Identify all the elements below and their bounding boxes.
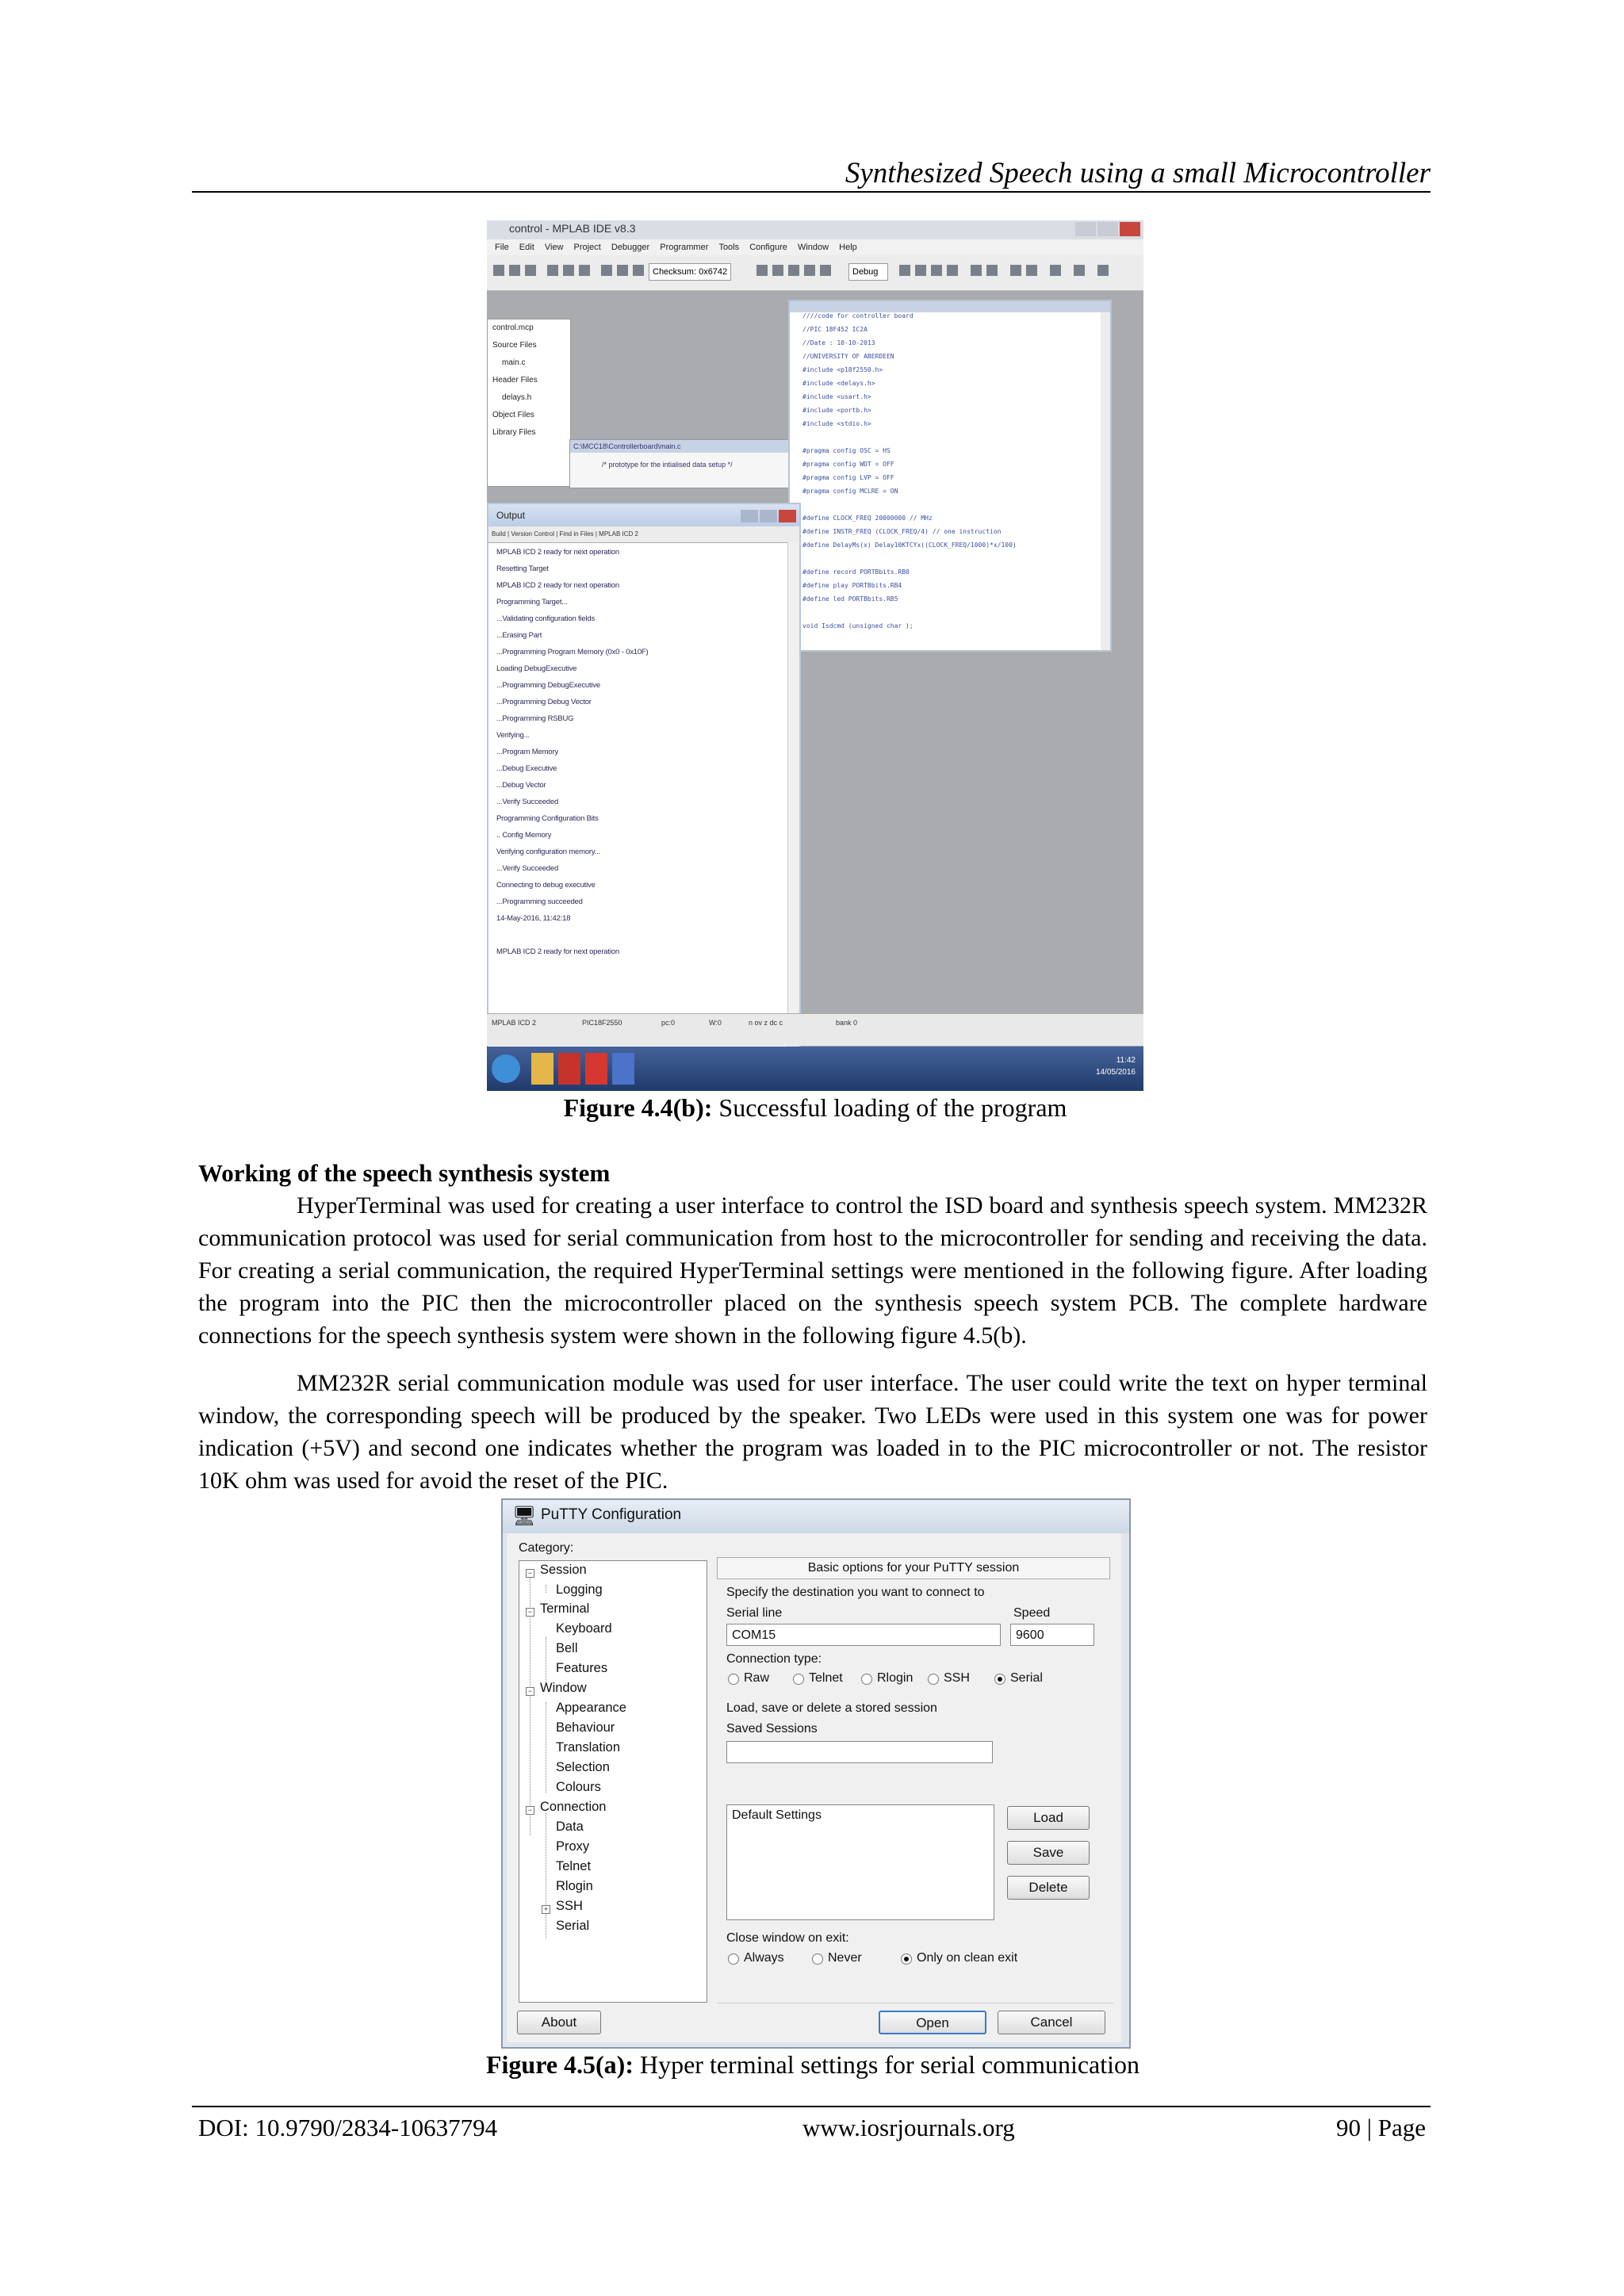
session-banner: Basic options for your PuTTY session [717,1557,1110,1579]
text-line [790,555,1110,568]
source-window [569,439,809,488]
text-line: ...Erasing Part [496,631,542,640]
build-config-select[interactable]: Debug [848,263,888,281]
close-icon[interactable] [1120,222,1140,236]
text-line: ...Programming RSBUG [496,714,574,723]
tree-bell[interactable]: Bell [556,1641,578,1655]
step-over-icon[interactable] [804,265,815,276]
category-tree [519,1560,707,2003]
code-editor-window [788,300,1112,652]
status-pc: pc:0 [661,1019,676,1027]
text-line: #define CLOCK_FREQ 20000000 // MHz [802,515,933,522]
text-line: ...Debug Executive [496,764,557,773]
tree-ssh[interactable]: SSH [556,1899,583,1913]
menu-tools[interactable]: Tools [718,243,740,252]
run-icon[interactable] [756,265,768,276]
cancel-button[interactable]: Cancel [998,2011,1105,2034]
text-line: #pragma config LVP = OFF [802,474,894,481]
maximize-icon[interactable] [760,510,777,522]
radio-rlogin-label: Rlogin [877,1671,914,1685]
tree-item[interactable]: Library Files [492,428,536,437]
collapse-icon[interactable]: − [526,1687,534,1696]
open-button[interactable]: Open [879,2011,986,2034]
maximize-icon[interactable] [1097,222,1118,236]
paste-icon[interactable] [579,265,590,276]
expand-icon[interactable]: + [542,1905,550,1914]
putty-window-title: PuTTY Configuration [541,1506,682,1523]
radio-rlogin[interactable] [861,1674,872,1685]
output-scrollbar[interactable] [787,542,799,1054]
tree-item[interactable]: Object Files [492,411,534,419]
windows-taskbar [487,1047,1143,1091]
find-icon[interactable] [601,265,612,276]
destination-label: Specify the destination you want to connect to [726,1586,985,1599]
make-icon[interactable] [633,265,644,276]
pdf-reader-icon[interactable] [585,1053,607,1085]
about-icon[interactable] [1074,265,1085,276]
menu-debugger[interactable]: Debugger [611,243,650,252]
footer-page-number: 90 | Page [1336,2114,1426,2141]
text-line: #include <stdio.h> [802,420,871,427]
load-button[interactable]: Load [1007,1806,1090,1830]
clock-time: 11:42 [1116,1056,1136,1065]
text-line: ...Verify Succeeded [496,798,559,806]
figure2-caption [349,2049,1277,2080]
category-label: Category: [519,1541,574,1555]
text-line: void Isdcmd (unsigned char ); [802,622,914,629]
help-icon[interactable] [1050,265,1061,276]
text-line: MPLAB ICD 2 ready for next operation [496,947,619,956]
text-line: ...Program Memory [496,748,558,756]
source-window-title: C:\MCC18\Controllerboard\main.c [570,440,808,453]
text-line: #include <p18f2550.h> [802,366,883,373]
putty-app-icon: 🖥 [512,1506,537,1527]
status-bank: bank 0 [836,1019,858,1027]
text-line: #define led PORTBbits.RB5 [802,595,898,603]
text-line: .. Config Memory [496,831,552,840]
text-line: #include <portb.h> [802,407,871,414]
tree-connection[interactable]: Connection [540,1800,607,1814]
text-line: Verifying... [496,731,530,740]
open-file-icon[interactable] [509,265,520,276]
text-line: ...Programming Debug Vector [496,698,592,706]
settings-icon[interactable] [986,265,998,276]
menu-programmer[interactable]: Programmer [660,243,709,252]
figure1-caption-label: Figure 4.4(b): [563,1093,713,1122]
running-head: Synthesized Speech using a small Microcontroller [845,157,1431,189]
tree-terminal[interactable]: Terminal [540,1601,590,1616]
tree-translation[interactable]: Translation [556,1740,621,1755]
connect-icon[interactable] [971,265,982,276]
radio-raw-label: Raw [744,1671,770,1685]
copy-icon[interactable] [563,265,574,276]
menu-edit[interactable]: Edit [519,243,534,252]
text-line: #include <delays.h> [802,380,875,387]
tree-item[interactable]: main.c [502,358,526,367]
tree-item[interactable]: delays.h [502,393,532,402]
radio-ssh-label: SSH [944,1671,970,1685]
text-line: ...Programming Program Memory (0x0 - 0x10F) [496,648,649,656]
mplab-window-title: control - MPLAB IDE v8.3 [509,222,636,235]
serial-line-input[interactable]: COM15 [726,1624,1001,1646]
text-line: ...Programming succeeded [496,897,583,906]
footer-rule [192,2106,1431,2107]
mplab-menu-bar [487,239,1143,255]
code-scrollbar[interactable] [1101,312,1110,650]
tree-item[interactable]: Header Files [492,376,538,385]
serial-line-label: Serial line [726,1606,783,1620]
text-line: Verifying configuration memory... [496,848,601,856]
menu-configure[interactable]: Configure [749,243,787,252]
radio-ssh[interactable] [928,1674,939,1685]
program-icon[interactable] [899,265,910,276]
close-window-label: Close window on exit: [726,1931,849,1945]
radio-clean-exit[interactable] [901,1954,912,1965]
figure1-caption-text: Successful loading of the program [718,1093,1067,1122]
text-line [790,501,1110,515]
mode-icon[interactable] [1097,265,1109,276]
text-line: ...Verify Succeeded [496,864,559,873]
text-line: Connecting to debug executive [496,881,596,890]
explorer-icon[interactable] [531,1053,553,1085]
save-button[interactable]: Save [1007,1841,1090,1865]
clock-date: 14/05/2016 [1095,1068,1136,1077]
status-flags: n ov z dc c [749,1019,783,1027]
step-icon[interactable] [788,265,799,276]
header-rule [192,191,1431,193]
radio-serial-label: Serial [1010,1671,1043,1685]
figure2-caption-label: Figure 4.5(a): [485,2050,634,2079]
text-line: MPLAB ICD 2 ready for next operation [496,548,619,557]
code-editor-title [790,301,1110,312]
text-line: ...Programming DebugExecutive [496,681,600,690]
paragraph-2: MM232R serial communication module was used for user interface. The user could write the text on hyper terminal window, the corresponding speech will be produced by the speaker. Two LEDs were used in this system one was for power indication (+5V) and second one indicates whether the program was loaded in to the PIC microcontroller or not. The resistor 10K ohm was used for avoid the reset of the PIC. [198,1370,1427,1494]
text-line: #define play PORTBbits.RB4 [802,582,902,589]
tree-session[interactable]: Session [540,1563,587,1577]
text-line: #pragma config MCLRE = ON [802,488,898,495]
speed-input[interactable]: 9600 [1010,1624,1094,1646]
tree-colours[interactable]: Colours [556,1780,601,1794]
tree-proxy[interactable]: Proxy [556,1839,590,1854]
text-line: #define INSTR_FREQ (CLOCK_FREQ/4) // one instruction [802,528,1002,535]
erase-icon[interactable] [947,265,958,276]
source-window-text: /* prototype for the intialised data setup */ [602,461,733,469]
menu-file[interactable]: File [495,243,509,252]
speed-label: Speed [1013,1606,1051,1620]
tree-serial[interactable]: Serial [556,1919,590,1933]
read-icon[interactable] [915,265,926,276]
mplab-toolbar [487,255,1143,291]
figure1-caption [487,1092,1143,1123]
mplab-status-bar [487,1013,1143,1046]
text-line: #define record PORTBbits.RB0 [802,568,910,576]
reset-icon[interactable] [820,265,831,276]
tree-features[interactable]: Features [556,1661,608,1675]
start-button-icon[interactable] [492,1054,520,1083]
output-tabs[interactable]: Build | Version Control | Find in Files | MPLAB ICD 2 [488,526,799,543]
about-button[interactable]: About [517,2011,601,2034]
text-line: //PIC 18F452 IC2A [802,326,868,333]
checksum-display: Checksum: 0x6742 [649,263,731,281]
collapse-icon[interactable]: − [526,1806,534,1815]
radio-telnet-label: Telnet [809,1671,843,1685]
text-line: ...Debug Vector [496,781,546,790]
text-line: ...Validating configuration fields [496,614,595,623]
project-tree-panel [487,319,571,487]
cut-icon[interactable] [547,265,558,276]
putty-body [508,1533,1121,2042]
tree-keyboard[interactable]: Keyboard [556,1621,612,1636]
text-line [488,931,799,947]
text-line: #pragma config OSC = HS [802,447,891,454]
radio-raw[interactable] [728,1674,739,1685]
menu-project[interactable]: Project [573,243,601,252]
halt-icon[interactable] [772,265,783,276]
text-line: #define DelayMs(x) Delay10KTCYx((CLOCK_FREQ/1000)*x/100) [802,541,1017,549]
menu-view[interactable]: View [544,243,564,252]
tree-item[interactable]: control.mcp [492,323,534,332]
putty-title-bar [503,1500,1129,1533]
new-file-icon[interactable] [493,265,504,276]
mplab-taskbar-icon[interactable] [558,1053,580,1085]
save-icon[interactable] [525,265,536,276]
status-w: W:0 [709,1019,722,1027]
radio-always[interactable] [728,1954,739,1965]
code-lines [790,312,1110,636]
figure-putty-configuration [501,1498,1131,2049]
list-item[interactable]: Default Settings [732,1808,822,1822]
figure-mplab-screenshot [487,220,1143,1091]
tree-rlogin[interactable]: Rlogin [556,1879,593,1893]
text-line: 14-May-2016, 11:42:18 [496,914,571,923]
output-lines [488,543,799,964]
footer-doi: DOI: 10.9790/2834-10637794 [198,2114,498,2141]
tree-telnet[interactable]: Telnet [556,1859,592,1873]
tree-logging[interactable]: Logging [556,1582,603,1597]
close-icon[interactable] [779,510,796,522]
text-line: MPLAB ICD 2 ready for next operation [496,581,619,590]
menu-help[interactable]: Help [839,243,857,252]
saved-sessions-input[interactable] [726,1741,993,1763]
text-line: #pragma config WDT = OFF [802,461,894,468]
radio-always-label: Always [744,1951,784,1965]
build-icon[interactable] [617,265,628,276]
radio-never[interactable] [812,1954,823,1965]
text-line: //Date : 10-10-2013 [802,339,875,346]
connection-type-label: Connection type: [726,1652,822,1666]
section-heading: Working of the speech synthesis system [198,1159,611,1187]
text-line [790,434,1110,447]
output-title-bar [488,504,799,526]
watch-icon[interactable] [1026,265,1037,276]
sessions-list [726,1804,994,1920]
status-tool: MPLAB ICD 2 [492,1019,537,1027]
saved-sessions-label: Saved Sessions [726,1722,818,1735]
tree-appearance[interactable]: Appearance [556,1701,626,1715]
word-icon[interactable] [612,1053,634,1085]
menu-window[interactable]: Window [797,243,829,252]
radio-telnet[interactable] [793,1674,804,1685]
session-group-label: Load, save or delete a stored session [726,1701,937,1715]
text-line: Loading DebugExecutive [496,664,577,673]
taskbar-clock [1096,1054,1136,1078]
mplab-title-bar [487,220,1143,239]
paragraph-1: HyperTerminal was used for creating a user interface to control the ISD board and synthesis speech system. MM232R communication protocol was used for serial communication from host to the microcontroller for sending and receiving the data. For creating a serial communication, the required HyperTerminal settings were mentioned in the following figure. After loading the program into the PIC then the microcontroller placed on the synthesis speech system PCB. The complete hardware connections for the speech synthesis system were shown in the following figure 4.5(b). [198,1192,1427,1349]
text-line: Programming Configuration Bits [496,814,599,823]
text-line: ////code for controller board [802,312,914,320]
collapse-icon[interactable]: − [526,1569,534,1578]
footer-website[interactable]: www.iosrjournals.org [802,2114,1015,2141]
tree-behaviour[interactable]: Behaviour [556,1720,615,1735]
verify-icon[interactable] [931,265,942,276]
window-icon[interactable] [1010,265,1021,276]
status-device: PIC18F2550 [582,1019,622,1027]
tree-item[interactable]: Source Files [492,341,537,350]
tree-window[interactable]: Window [540,1681,587,1695]
radio-serial[interactable] [994,1674,1005,1685]
text-line: Resetting Target [496,564,549,573]
tree-data[interactable]: Data [556,1820,584,1834]
delete-button[interactable]: Delete [1007,1876,1090,1900]
minimize-icon[interactable] [741,510,758,522]
text-line: Programming Target... [496,598,568,607]
text-line [790,609,1110,622]
text-line: #include <usart.h> [802,393,871,400]
radio-never-label: Never [828,1951,862,1965]
figure2-caption-text: Hyper terminal settings for serial communication [639,2050,1140,2079]
minimize-icon[interactable] [1075,222,1096,236]
output-title: Output [496,510,526,521]
output-window [487,503,801,1056]
tree-selection[interactable]: Selection [556,1760,610,1774]
radio-clean-exit-label: Only on clean exit [917,1951,1018,1965]
text-line: //UNIVERSITY OF ABERDEEN [802,353,894,360]
collapse-icon[interactable]: − [526,1608,534,1617]
